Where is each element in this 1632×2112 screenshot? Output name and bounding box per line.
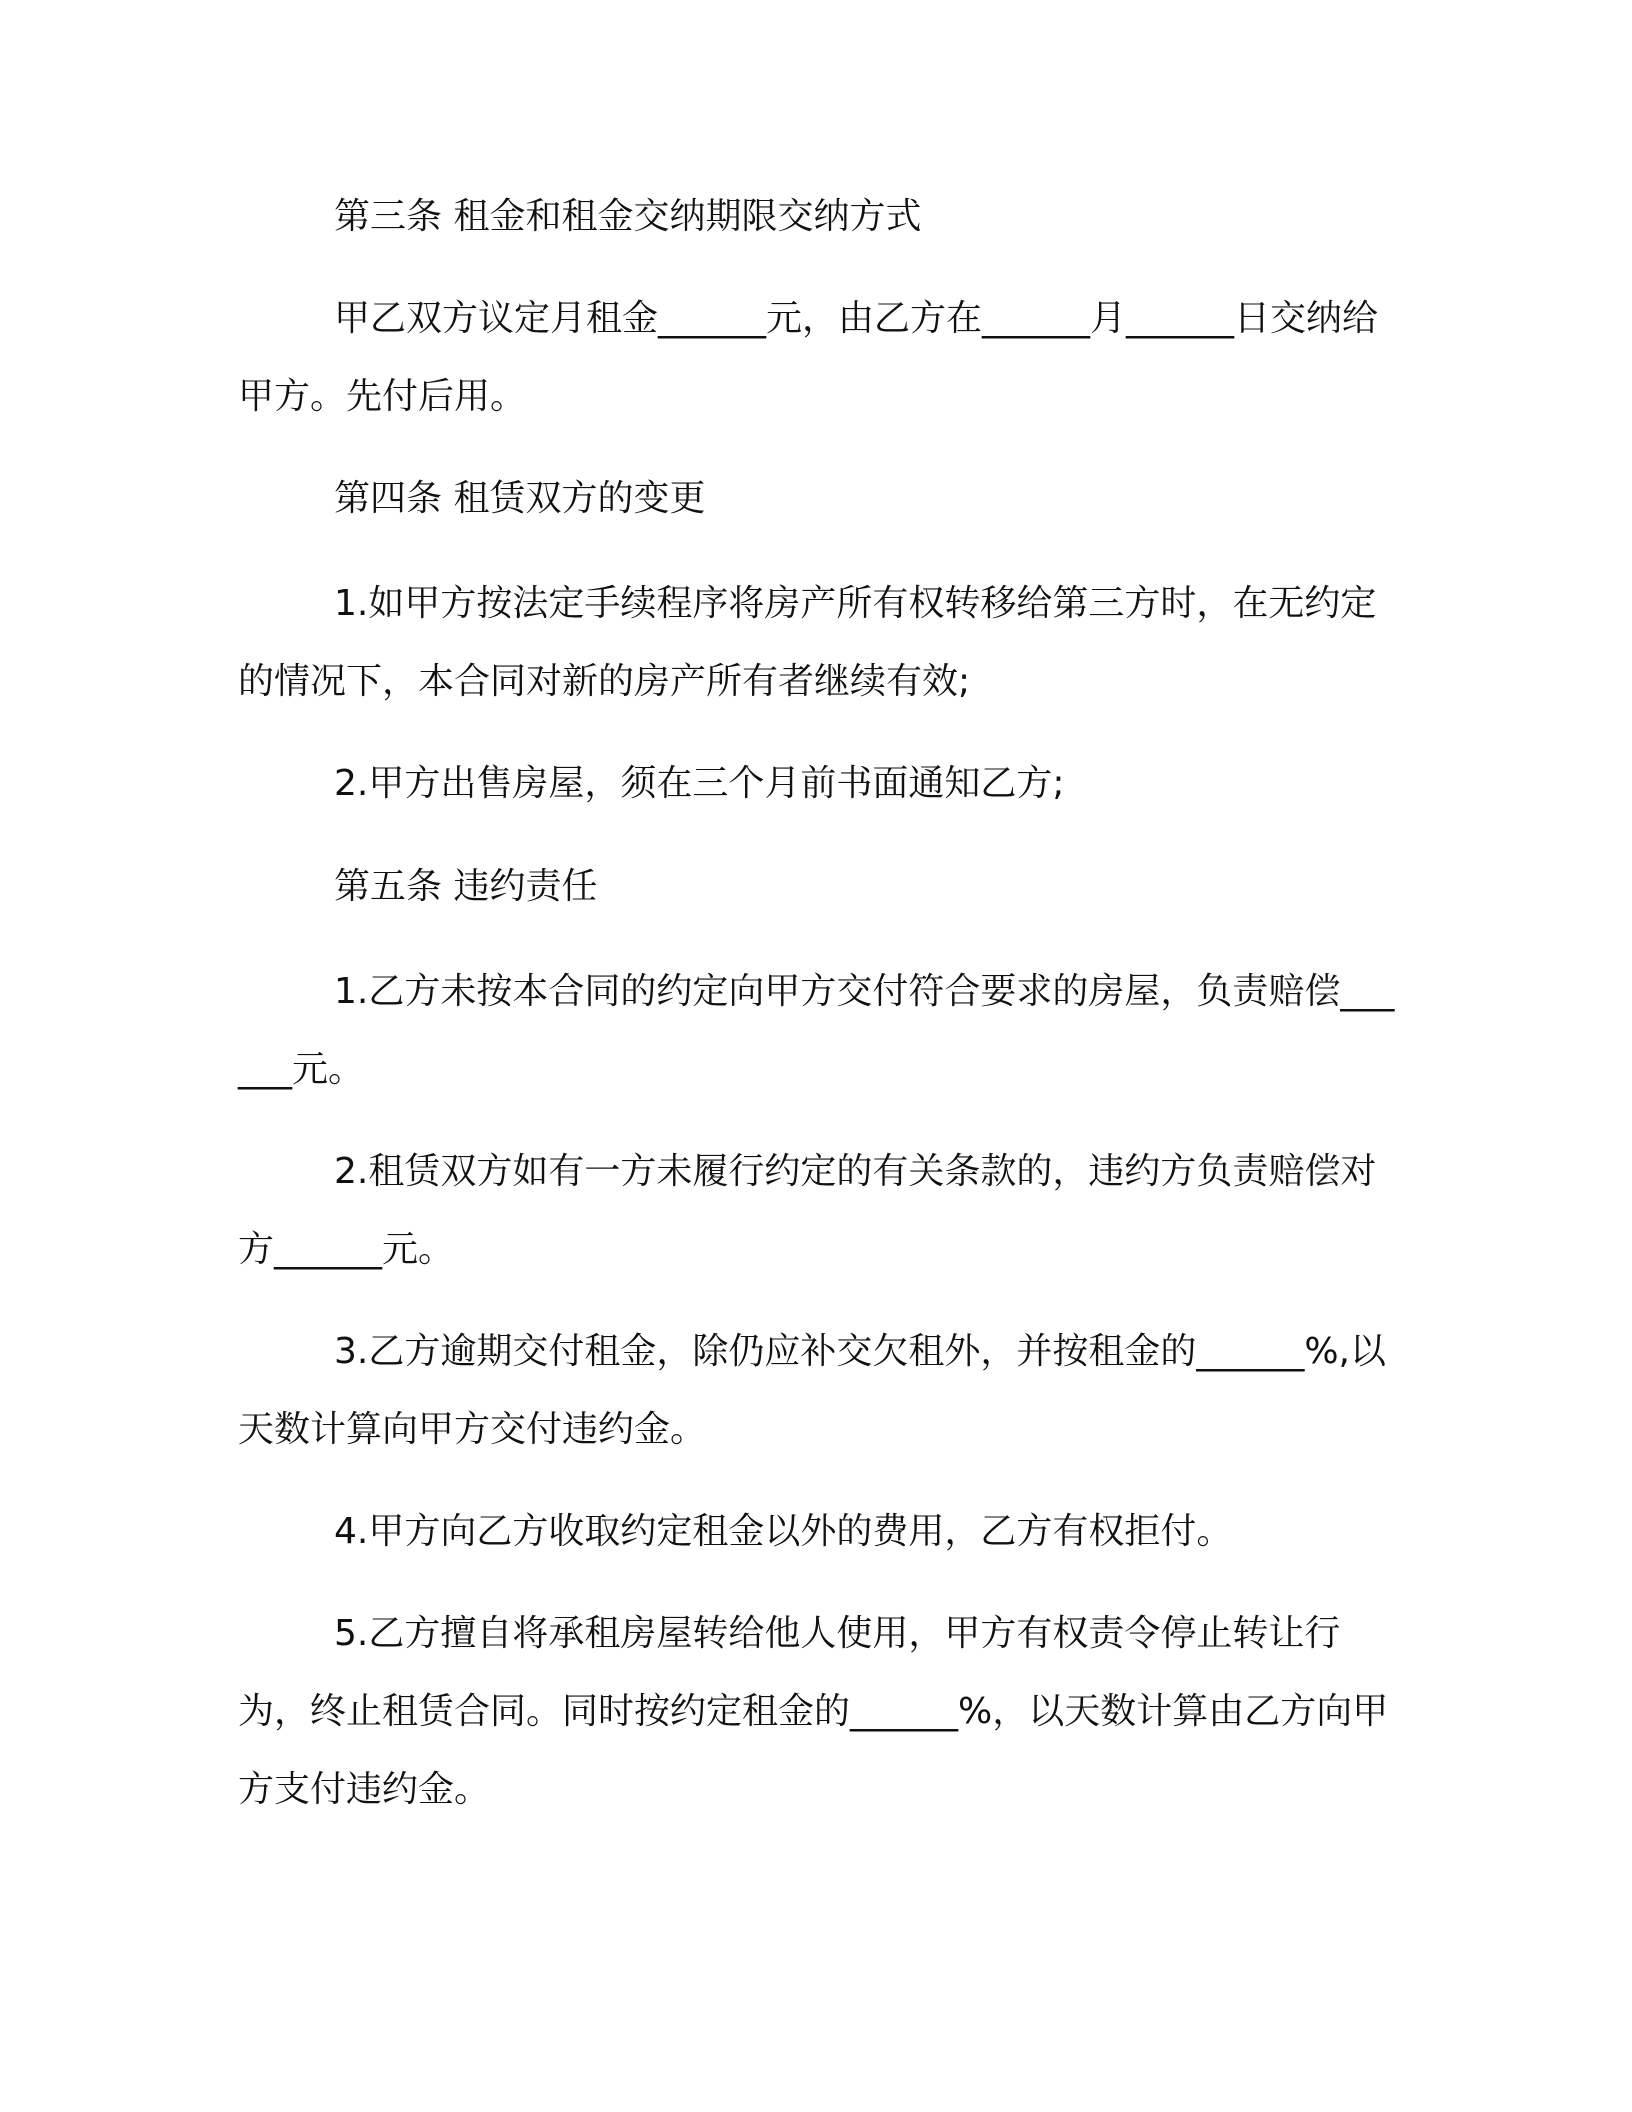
article-5-clause-1: 1.乙方未按本合同的约定向甲方交付符合要求的房屋，负责赔偿______元。 — [238, 971, 1395, 1090]
article-4-clause-2: 2.甲方出售房屋，须在三个月前书面通知乙方; — [334, 763, 1065, 804]
article-5-heading: 第五条 违约责任 — [334, 866, 598, 907]
article-5-clause-5: 5.乙方擅自将承租房屋转给他人使用，甲方有权责令停止转让行为，终止租赁合同。同时按约定租金的______%，以天数计算由乙方向甲方支付违约金。 — [238, 1613, 1389, 1810]
article-4-clause-1: 1.如甲方按法定手续程序将房产所有权转移给第三方时，在无约定的情况下，本合同对新的房产所有者继续有效; — [238, 583, 1377, 702]
article-3-rent-paragraph: 甲乙双方议定月租金______元，由乙方在______月______日交纳给甲方。先付后用。 — [238, 298, 1379, 417]
article-5-clause-4: 4.甲方向乙方收取约定租金以外的费用，乙方有权拒付。 — [334, 1511, 1233, 1552]
article-5-clause-3: 3.乙方逾期交付租金，除仍应补交欠租外，并按租金的______%,以天数计算向甲方交付违约金。 — [238, 1331, 1386, 1450]
article-4-heading: 第四条 租赁双方的变更 — [334, 478, 706, 519]
article-3-heading: 第三条 租金和租金交纳期限交纳方式 — [334, 196, 922, 237]
article-5-clause-2: 2.租赁双方如有一方未履行约定的有关条款的，违约方负责赔偿对方______元。 — [238, 1151, 1377, 1270]
